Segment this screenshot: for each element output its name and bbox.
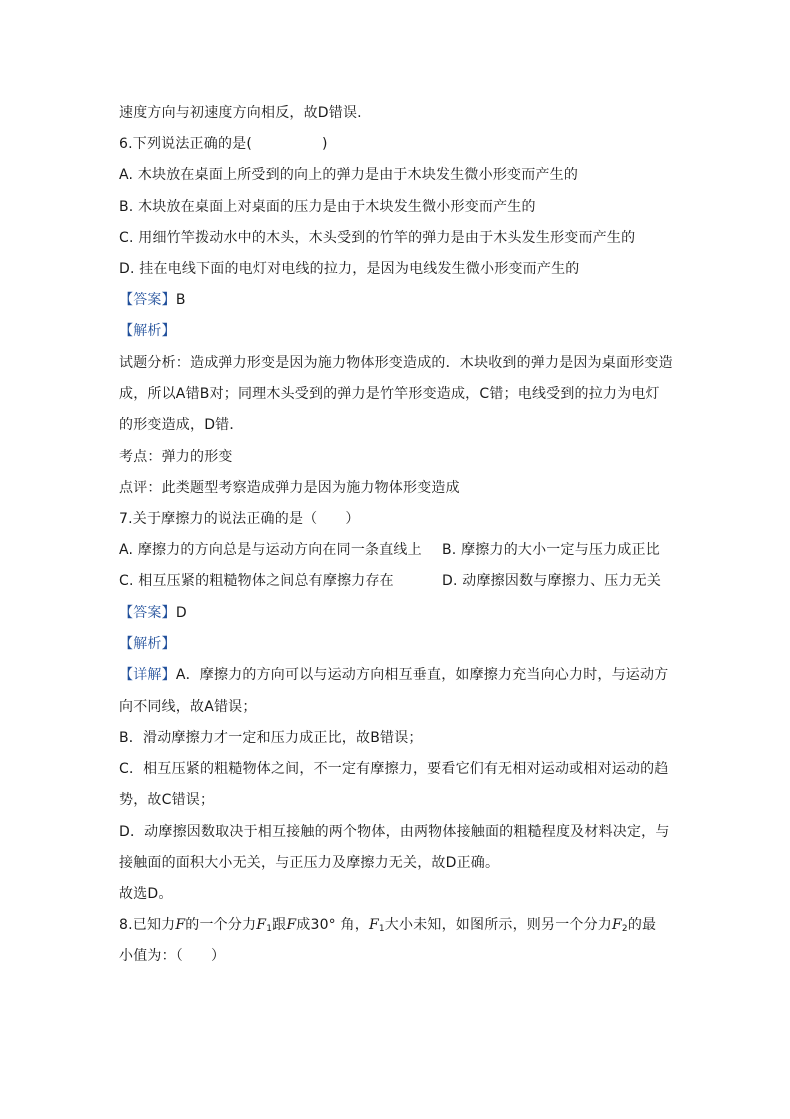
q8-var-F: F — [286, 917, 297, 933]
q6-stem-close: ) — [322, 136, 328, 152]
q6-option-a: A. 木块放在桌面上所受到的向上的弹力是由于木块发生微小形变而产生的 — [119, 167, 579, 183]
q6-knowledge-point: 考点：弹力的形变 — [119, 449, 233, 465]
q6-answer — [119, 290, 679, 310]
q7-detail-line: D．动摩擦因数取决于相互接触的两个物体，由两物体接触面的粗糙程度及材料决定，与 — [119, 824, 670, 840]
q7-detail-line: B．滑动摩擦力才一定和压力成正比，故B错误； — [119, 730, 423, 746]
q6-option-d: D. 挂在电线下面的电灯对电线的拉力，是因为电线发生微小形变而产生的 — [119, 261, 580, 277]
q6-analysis-line: 试题分析：造成弹力形变是因为施力物体形变造成的．木块收到的弹力是因为桌面形变造 — [119, 355, 673, 371]
q7-option-a: A. 摩擦力的方向总是与运动方向在同一条直线上 — [119, 542, 422, 558]
q6-stem-text: 6.下列说法正确的是( — [119, 136, 253, 152]
detail-text: A．摩擦力的方向可以与运动方向相互垂直，如摩擦力充当向心力时，与运动方 — [175, 667, 669, 683]
q8-sub: 1 — [378, 924, 385, 934]
q7-options-row-2 — [119, 571, 679, 591]
q7-detail-line: 势，故C错误； — [119, 792, 215, 808]
text-line: 速度方向与初速度方向相反，故D错误. — [119, 105, 362, 121]
q8-var-F1: F — [368, 917, 379, 933]
q7-option-d: D. 动摩擦因数与摩擦力、压力无关 — [442, 573, 662, 589]
q8-text: 的一个分力 — [185, 917, 257, 933]
q8-var-F1: F — [256, 917, 267, 933]
q7-option-b: B. 摩擦力的大小一定与压力成正比 — [442, 542, 660, 558]
q8-text: 8.已知力 — [119, 917, 176, 933]
q8-text: 小值为：（ — [119, 948, 183, 964]
q7-option-c: C. 相互压紧的粗糙物体之间总有摩擦力存在 — [119, 573, 394, 589]
answer-tag: 【答案】 — [119, 605, 176, 621]
q8-text: 大小未知，如图所示，则另一个分力 — [384, 917, 612, 933]
q7-analysis-tag: 【解析】 — [119, 636, 176, 652]
q6-analysis-tag: 【解析】 — [119, 323, 176, 339]
answer-value: B — [175, 292, 186, 308]
question-7-stem — [119, 509, 679, 529]
q6-comment: 点评：此类题型考察造成弹力是因为施力物体形变造成 — [119, 480, 460, 496]
q7-detail-line: 接触面的面积大小无关，与正压力及摩擦力无关，故D正确。 — [119, 855, 500, 871]
q7-detail-line: C．相互压紧的粗糙物体之间，不一定有摩擦力，要看它们有无相对运动或相对运动的趋 — [119, 761, 669, 777]
q8-var-F2: F — [612, 917, 622, 933]
q8-sub: 2 — [621, 924, 628, 934]
q7-conclusion: 故选D。 — [119, 886, 173, 902]
question-8-stem-cont — [119, 946, 679, 966]
q6-option-b: B. 木块放在桌面上对桌面的压力是由于木块发生微小形变而产生的 — [119, 199, 536, 215]
q6-analysis-line: 的形变造成，D错． — [119, 417, 244, 433]
q6-analysis-line: 成，所以A错B对；同理木头受到的弹力是竹竿形变造成，C错；电线受到的拉力为电灯 — [119, 386, 660, 402]
q6-option-c: C. 用细竹竿拨动水中的木头，木头受到的竹竿的弹力是由于木头发生形变而产生的 — [119, 230, 636, 246]
answer-value: D — [175, 605, 187, 621]
question-8-stem — [119, 915, 679, 935]
q8-text: 成30° 角， — [296, 917, 369, 933]
q7-detail-line — [119, 665, 679, 685]
q8-sub: 1 — [266, 924, 273, 934]
detail-tag: 【详解】 — [119, 667, 176, 683]
q7-answer — [119, 603, 679, 623]
q7-stem-close: ） — [345, 511, 360, 527]
q7-options-row-1 — [119, 540, 679, 560]
answer-tag: 【答案】 — [119, 292, 176, 308]
q8-text: 的最 — [627, 917, 657, 933]
q8-text: 跟 — [272, 917, 287, 933]
q8-var-F: F — [175, 917, 186, 933]
q7-stem-text: 7.关于摩擦力的说法正确的是（ — [119, 511, 318, 527]
q7-detail-line: 向不同线，故A错误； — [119, 699, 257, 715]
question-6-stem — [119, 134, 679, 154]
q8-text: ） — [211, 948, 226, 964]
